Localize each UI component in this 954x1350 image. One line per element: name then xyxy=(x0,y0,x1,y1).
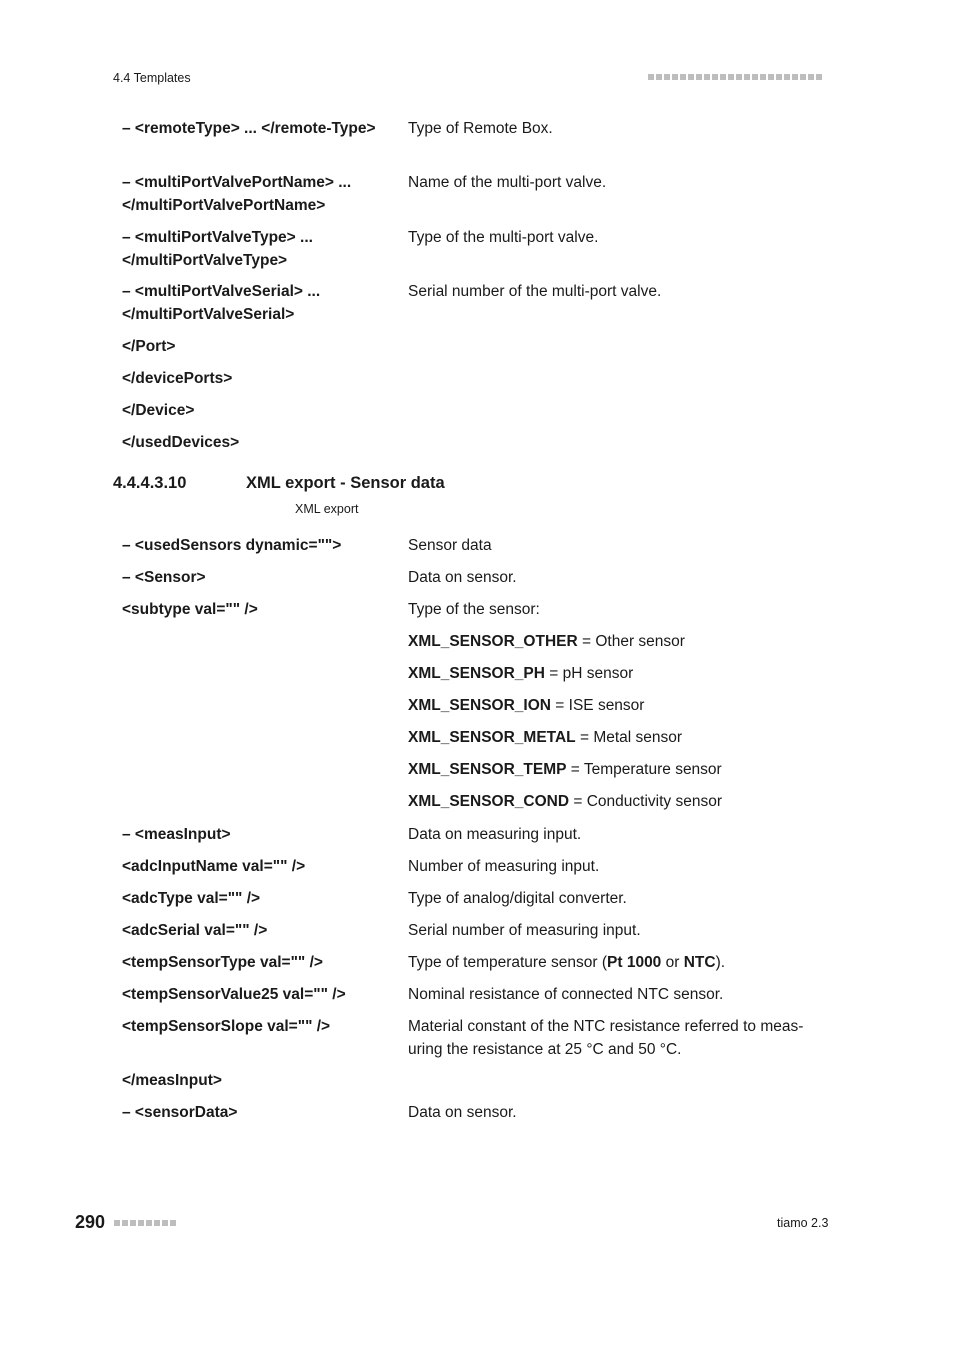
xml-element: – <usedSensors dynamic=""> xyxy=(122,537,342,554)
element-description: Data on sensor. xyxy=(408,569,517,586)
sensor-meaning: = Metal sensor xyxy=(575,729,683,746)
xml-element: – <measInput> xyxy=(122,826,231,843)
element-description xyxy=(408,727,828,750)
footer-decoration xyxy=(114,1220,178,1226)
element-description: Data on measuring input. xyxy=(408,826,582,843)
sensor-constant: XML_SENSOR_OTHER xyxy=(408,633,578,650)
section-subtitle: XML export xyxy=(295,502,359,516)
element-description: Serial number of measuring input. xyxy=(408,922,641,939)
sensor-constant: XML_SENSOR_COND xyxy=(408,793,570,810)
element-description: Material constant of the NTC resistance referred to meas-uring the resistance at 25 °C and 50 °C. xyxy=(408,1018,804,1058)
section-title: XML export - Sensor data xyxy=(246,474,445,492)
sensor-constant: XML_SENSOR_ION xyxy=(408,697,551,714)
sensor-type-ntc: NTC xyxy=(683,954,716,971)
sensor-meaning: = Conductivity sensor xyxy=(569,793,722,810)
xml-element: <adcSerial val="" /> xyxy=(122,922,268,939)
header-decoration xyxy=(648,74,824,80)
element-description: Name of the multi-port valve. xyxy=(408,174,607,191)
element-description: Type of the sensor: xyxy=(408,601,540,618)
xml-element: – <multiPortValvePortName> ... </multiPortValvePortName> xyxy=(122,174,352,214)
element-description xyxy=(408,695,828,718)
element-description: Nominal resistance of connected NTC sensor. xyxy=(408,986,724,1003)
xml-element: – <sensorData> xyxy=(122,1104,238,1121)
sensor-constant: XML_SENSOR_PH xyxy=(408,665,545,682)
running-header-section: 4.4 Templates xyxy=(113,71,191,85)
element-description xyxy=(408,952,828,975)
sensor-constant: XML_SENSOR_METAL xyxy=(408,729,576,746)
xml-element: <adcInputName val="" /> xyxy=(122,858,306,875)
xml-element: </devicePorts> xyxy=(122,370,233,387)
element-description: Sensor data xyxy=(408,537,492,554)
element-description xyxy=(408,791,828,814)
xml-element: </measInput> xyxy=(122,1072,222,1089)
element-description xyxy=(408,631,828,654)
element-description xyxy=(408,663,828,686)
element-description: Type of Remote Box. xyxy=(408,120,553,137)
xml-element: <subtype val="" /> xyxy=(122,601,258,618)
xml-element: – <Sensor> xyxy=(122,569,206,586)
sensor-meaning: = Other sensor xyxy=(577,633,685,650)
sensor-meaning: = Temperature sensor xyxy=(566,761,722,778)
product-version: tiamo 2.3 xyxy=(777,1216,829,1230)
xml-element: <tempSensorValue25 val="" /> xyxy=(122,986,346,1003)
desc-text: or xyxy=(661,954,684,971)
desc-text: ). xyxy=(715,954,726,971)
page-number: 290 xyxy=(75,1212,106,1232)
xml-element: </Port> xyxy=(122,338,176,355)
xml-element: </Device> xyxy=(122,402,195,419)
xml-element: – <multiPortValveSerial> ... </multiPortValveSerial> xyxy=(122,283,321,323)
element-description: Data on sensor. xyxy=(408,1104,517,1121)
xml-element: – <multiPortValveType> ... </multiPortValveType> xyxy=(122,229,313,269)
element-description: Serial number of the multi-port valve. xyxy=(408,283,662,300)
element-description: Type of the multi-port valve. xyxy=(408,229,599,246)
xml-element: <tempSensorSlope val="" /> xyxy=(122,1018,331,1035)
desc-text: Type of temperature sensor ( xyxy=(408,954,608,971)
xml-element: – <remoteType> ... </remote-Type> xyxy=(122,120,376,137)
xml-element: <adcType val="" /> xyxy=(122,890,261,907)
sensor-constant: XML_SENSOR_TEMP xyxy=(408,761,567,778)
section-number: 4.4.4.3.10 xyxy=(113,474,187,492)
xml-element: </usedDevices> xyxy=(122,434,240,451)
sensor-meaning: = ISE sensor xyxy=(550,697,645,714)
element-description xyxy=(408,759,828,782)
element-description: Number of measuring input. xyxy=(408,858,600,875)
xml-element: <tempSensorType val="" /> xyxy=(122,954,323,971)
element-description: Type of analog/digital converter. xyxy=(408,890,627,907)
sensor-meaning: = pH sensor xyxy=(544,665,634,682)
sensor-type-pt1000: Pt 1000 xyxy=(607,954,662,971)
